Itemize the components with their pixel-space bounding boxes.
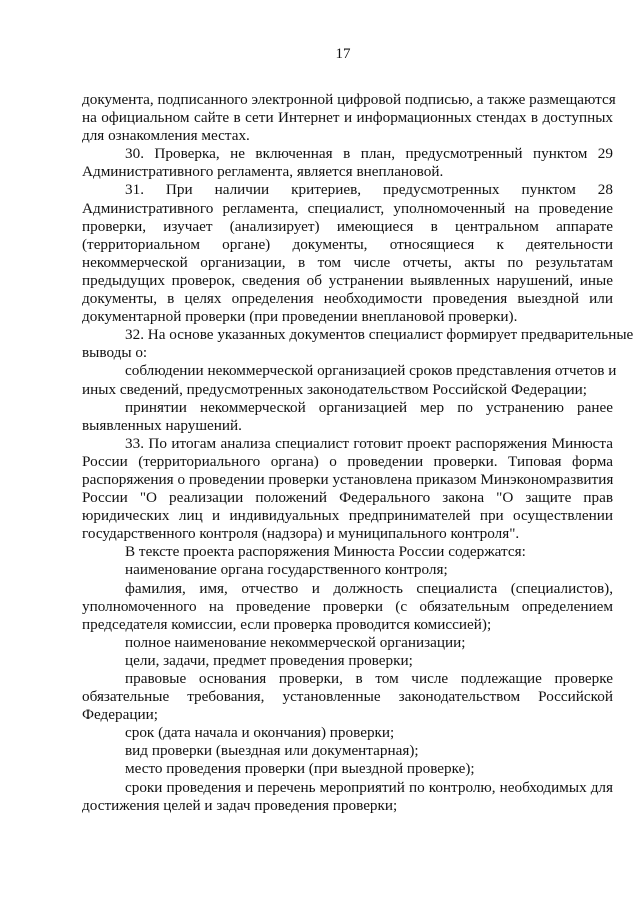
paragraph xyxy=(82,145,613,181)
document-body xyxy=(82,91,634,815)
paragraph xyxy=(82,670,613,724)
paragraph xyxy=(82,742,613,760)
text-line: срок (дата начала и окончания) проверки; xyxy=(125,724,395,742)
text-line: выявленных нарушений. xyxy=(82,416,242,434)
text-line: место проведения проверки (при выездной проверке); xyxy=(125,760,475,778)
text-line: 30. Проверка, не включенная в план, предусмотренный пунктом 29 xyxy=(125,145,613,163)
paragraph xyxy=(82,181,613,326)
paragraph xyxy=(82,399,613,435)
text-line: документы, в целях определения необходимости проведения выездной или xyxy=(82,290,613,308)
paragraph xyxy=(82,634,613,652)
text-line: распоряжения о проведении проверки установлена приказом Минэкономразвития xyxy=(82,470,614,488)
text-line: вид проверки (выездная или документарная); xyxy=(125,742,419,760)
text-line: документарной проверки (при проведении внеплановой проверки). xyxy=(82,308,518,326)
paragraph xyxy=(82,91,616,145)
text-line: достижения целей и задач проведения проверки; xyxy=(82,796,398,814)
paragraph xyxy=(82,652,613,670)
text-line: предыдущих проверок, сведения об устранении выявленных нарушений, иные xyxy=(82,271,613,289)
paragraph xyxy=(82,760,613,778)
text-line: документа, подписанного электронной цифровой подписью, а также размещаются xyxy=(82,91,616,108)
text-line: цели, задачи, предмет проведения проверки; xyxy=(125,651,413,669)
paragraph xyxy=(82,580,613,634)
text-line: России (территориального органа) о проведении проверки. Типовая форма xyxy=(82,452,613,470)
text-line: некоммерческой организации, в том числе отчеты, акты по результатам xyxy=(82,253,613,271)
text-line: правовые основания проверки, в том числе подлежащие проверке xyxy=(125,670,613,687)
text-line: 31. При наличии критериев, предусмотренных пунктом 28 xyxy=(125,181,613,199)
paragraph xyxy=(82,326,634,362)
text-line: Административного регламента, специалист, уполномоченный на проведение xyxy=(82,199,613,217)
text-line: иных сведений, предусмотренных законодательством Российской Федерации; xyxy=(82,380,587,398)
text-line: 33. По итогам анализа специалист готовит проект распоряжения Минюста xyxy=(125,434,613,452)
text-line: полное наименование некоммерческой организации; xyxy=(125,633,466,651)
text-line: уполномоченного на проведение проверки (с обязательным определением xyxy=(82,597,613,615)
text-line: Административного регламента, является внеплановой. xyxy=(82,163,444,181)
text-line: Федерации; xyxy=(82,706,158,724)
text-line: России "О реализации положений Федерального закона "О защите прав xyxy=(82,489,613,507)
text-line: фамилия, имя, отчество и должность специалиста (специалистов), xyxy=(125,579,613,597)
text-line: наименование органа государственного контроля; xyxy=(125,561,448,579)
text-line: 32. На основе указанных документов специалист формирует предварительные xyxy=(125,326,634,344)
page-number: 17 xyxy=(335,46,351,62)
text-line: председателя комиссии, если проверка проводится комиссией); xyxy=(82,615,492,633)
paragraph xyxy=(82,779,613,815)
text-line: выводы о: xyxy=(82,344,148,362)
text-line: (территориальном органе) документы, относящиеся к деятельности xyxy=(82,235,613,253)
text-line: В тексте проекта распоряжения Минюста России содержатся: xyxy=(125,543,526,561)
paragraph xyxy=(82,561,613,579)
text-line: юридических лиц и индивидуальных предпринимателей при осуществлении xyxy=(82,507,613,525)
text-line: проверки, изучает (анализирует) имеющиеся в центральном аппарате xyxy=(82,217,613,235)
text-line: сроки проведения и перечень мероприятий по контролю, необходимых для xyxy=(125,778,613,796)
paragraph xyxy=(82,543,613,561)
text-line: для ознакомления местах. xyxy=(82,127,250,145)
text-line: принятии некоммерческой организацией мер по устранению ранее xyxy=(125,398,613,416)
paragraph xyxy=(82,362,617,398)
text-line: на официальном сайте в сети Интернет и информационных стендах в доступных xyxy=(82,109,613,127)
paragraph xyxy=(82,724,613,742)
paragraph xyxy=(82,435,613,544)
text-line: соблюдении некоммерческой организацией сроков представления отчетов и xyxy=(125,362,617,380)
text-line: государственного контроля (надзора) и муниципального контроля". xyxy=(82,525,520,543)
text-line: обязательные требования, установленные законодательством Российской xyxy=(82,688,613,706)
